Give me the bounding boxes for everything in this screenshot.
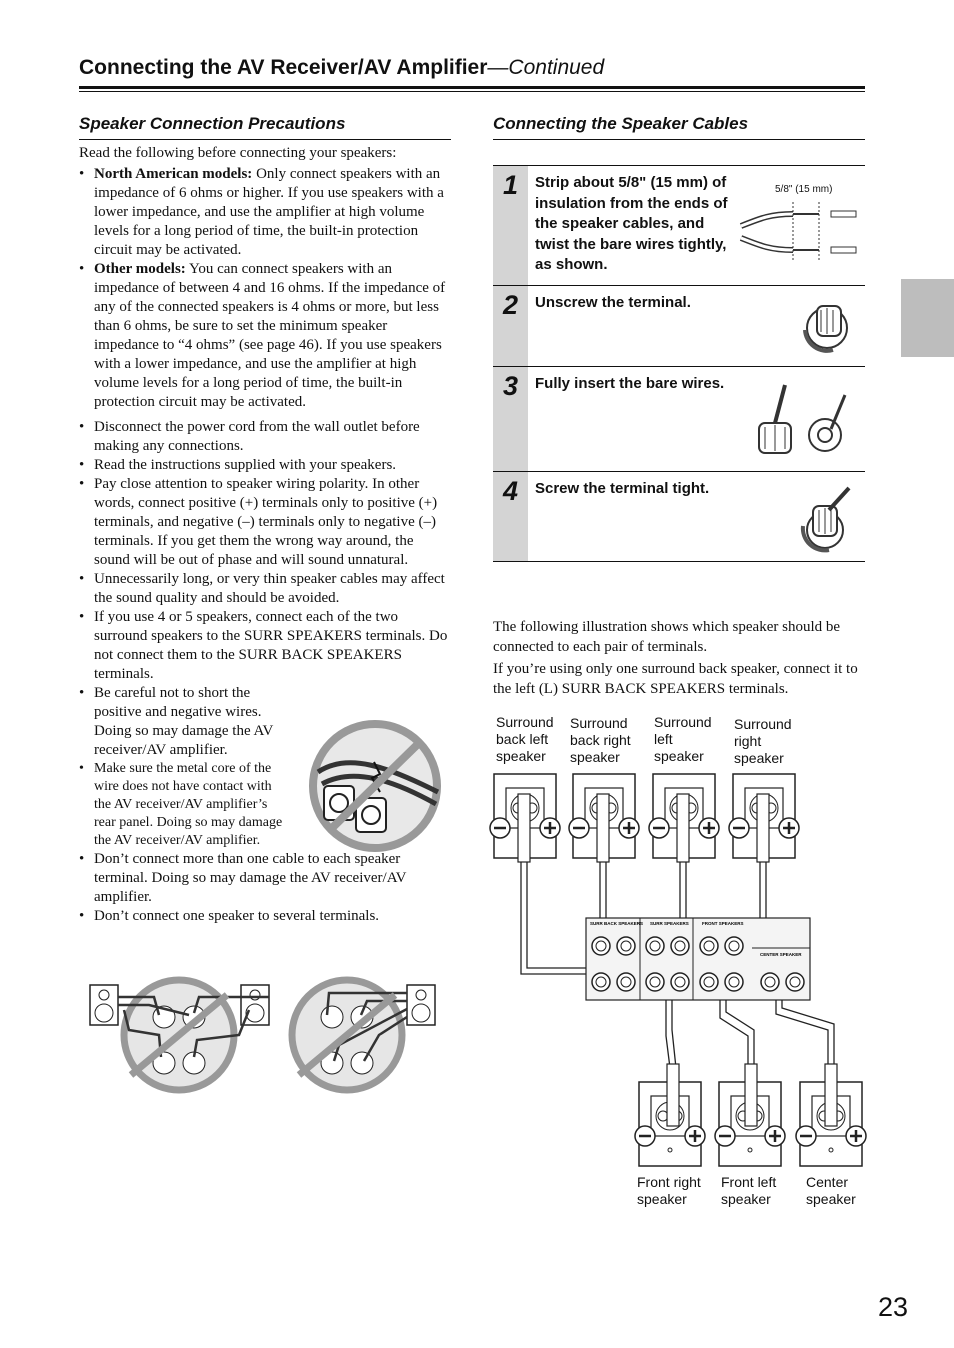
step-number: 1 — [493, 166, 528, 285]
list-item: • Read the instructions supplied with your speakers. — [79, 456, 453, 475]
strip-measure-label: 5/8" (15 mm) — [775, 184, 833, 195]
bullet-text: Only connect speakers with an impedance of 6 ohms or higher. If you use speakers with a lower impedance, and use the amplifier at high volume levels for a long period of time, the built-in protection circuit may be activated. — [94, 166, 444, 258]
page-title — [79, 56, 604, 80]
panel-label-surr: SURR SPEAKERS — [650, 921, 689, 926]
label-surround-right: Surround right speaker — [734, 716, 792, 766]
panel-label-surr-back: SURR BACK SPEAKERS — [590, 921, 644, 926]
list-item: • Pay close attention to speaker wiring polarity. In other words, connect positive (+) terminals only to positive (+) terminals, and negative (–) terminals only to negative (–) terminals. If you get them the wrong way around, the sound will be out of phase and will sound unnatural. — [79, 475, 453, 570]
list-item — [79, 260, 453, 412]
label-surround-back-left: Surround back left speaker — [496, 714, 554, 764]
header-rule-thin — [79, 91, 865, 92]
bullet-text: You can connect speakers with an impedance of between 4 and 16 ohms. If the impedance of any of the connected speakers is 4 ohms or more, but less than 6 ohms, be sure to set the minimum speaker impedance to “4 ohms” (see page 46). If you use speakers with a lower impedance, and use the amplifier at high volume levels for a long period of time, the built-in protection circuit may be activated. — [94, 261, 446, 410]
speaker-wiring-diagram — [490, 768, 870, 1168]
step-text: Strip about 5/8" (15 mm) of insulation from the ends of the speaker cables, and twist the bare wires tightly, as shown. — [535, 174, 728, 273]
intro-paragraph: If you’re using only one surround back speaker, connect it to the left (L) SURR BACK SPEAKERS terminals. — [493, 661, 858, 697]
step-1 — [493, 165, 865, 285]
section-heading-cables: Connecting the Speaker Cables — [493, 114, 749, 133]
precautions-intro: Read the following before connecting your speakers: — [79, 145, 397, 161]
list-item: • Disconnect the power cord from the wall outlet before making any connections. — [79, 418, 453, 456]
step-number: 4 — [493, 472, 528, 562]
stripped-wire-illustration — [741, 196, 861, 266]
header-rule — [79, 86, 865, 89]
unscrew-terminal-icon — [803, 300, 853, 352]
intro-paragraph: The following illustration shows which speaker should be connected to each pair of terminals. — [493, 619, 841, 655]
steps-bottom-rule — [493, 561, 865, 562]
diagram-intro — [493, 617, 865, 701]
panel-label-front: FRONT SPEAKERS — [702, 921, 744, 926]
label-surround-left: Surround left speaker — [654, 714, 712, 764]
list-item: • Unnecessarily long, or very thin speaker cables may affect the sound quality and should be avoided. — [79, 570, 453, 608]
step-number: 2 — [493, 286, 528, 366]
side-tab — [901, 279, 954, 357]
step-2 — [493, 285, 865, 366]
section-heading-precautions: Speaker Connection Precautions — [79, 114, 346, 133]
tighten-terminal-icon — [799, 486, 859, 552]
step-3 — [493, 366, 865, 471]
panel-label-center: CENTER SPEAKER — [760, 952, 802, 957]
step-4 — [493, 471, 865, 562]
title-main: Connecting the AV Receiver/AV Amplifier — [79, 56, 488, 79]
bullet-bold: North American models: — [94, 166, 253, 182]
list-item: • Don’t connect more than one cable to each speaker terminal. Doing so may damage the AV receiver/AV amplifier. — [79, 850, 453, 907]
insert-wire-icon — [755, 383, 855, 458]
section-rule — [79, 139, 451, 140]
no-short-illustration — [308, 722, 444, 852]
label-front-left: Front left speaker — [721, 1174, 777, 1207]
step-text: Screw the terminal tight. — [535, 480, 710, 497]
list-item: • Be careful not to short the positive and negative wires. Doing so may damage the AV receiver/AV amplifier. — [79, 684, 289, 760]
step-text: Unscrew the terminal. — [535, 294, 691, 311]
section-rule — [493, 139, 865, 140]
label-front-right: Front right speaker — [637, 1174, 701, 1207]
list-item: • Don’t connect one speaker to several terminals. — [79, 907, 453, 926]
list-item: • Make sure the metal core of the wire does not have contact with the AV receiver/AV amplifier’s rear panel. Doing so may damage the AV receiver/AV amplifier. — [79, 760, 289, 850]
title-continued: —Continued — [487, 56, 605, 79]
label-surround-back-right: Surround back right speaker — [570, 715, 631, 765]
list-item — [79, 165, 453, 260]
page-number: 23 — [878, 1292, 909, 1322]
list-item: • If you use 4 or 5 speakers, connect each of the two surround speakers to the SURR SPEAKERS terminals. Do not connect them to the SURR BACK SPEAKERS terminals. — [79, 608, 453, 684]
step-text: Fully insert the bare wires. — [535, 375, 725, 392]
multi-terminal-illustration — [89, 975, 439, 1095]
step-number: 3 — [493, 367, 528, 471]
label-center: Center speaker — [806, 1174, 856, 1207]
bullet-bold: Other models: — [94, 261, 186, 277]
